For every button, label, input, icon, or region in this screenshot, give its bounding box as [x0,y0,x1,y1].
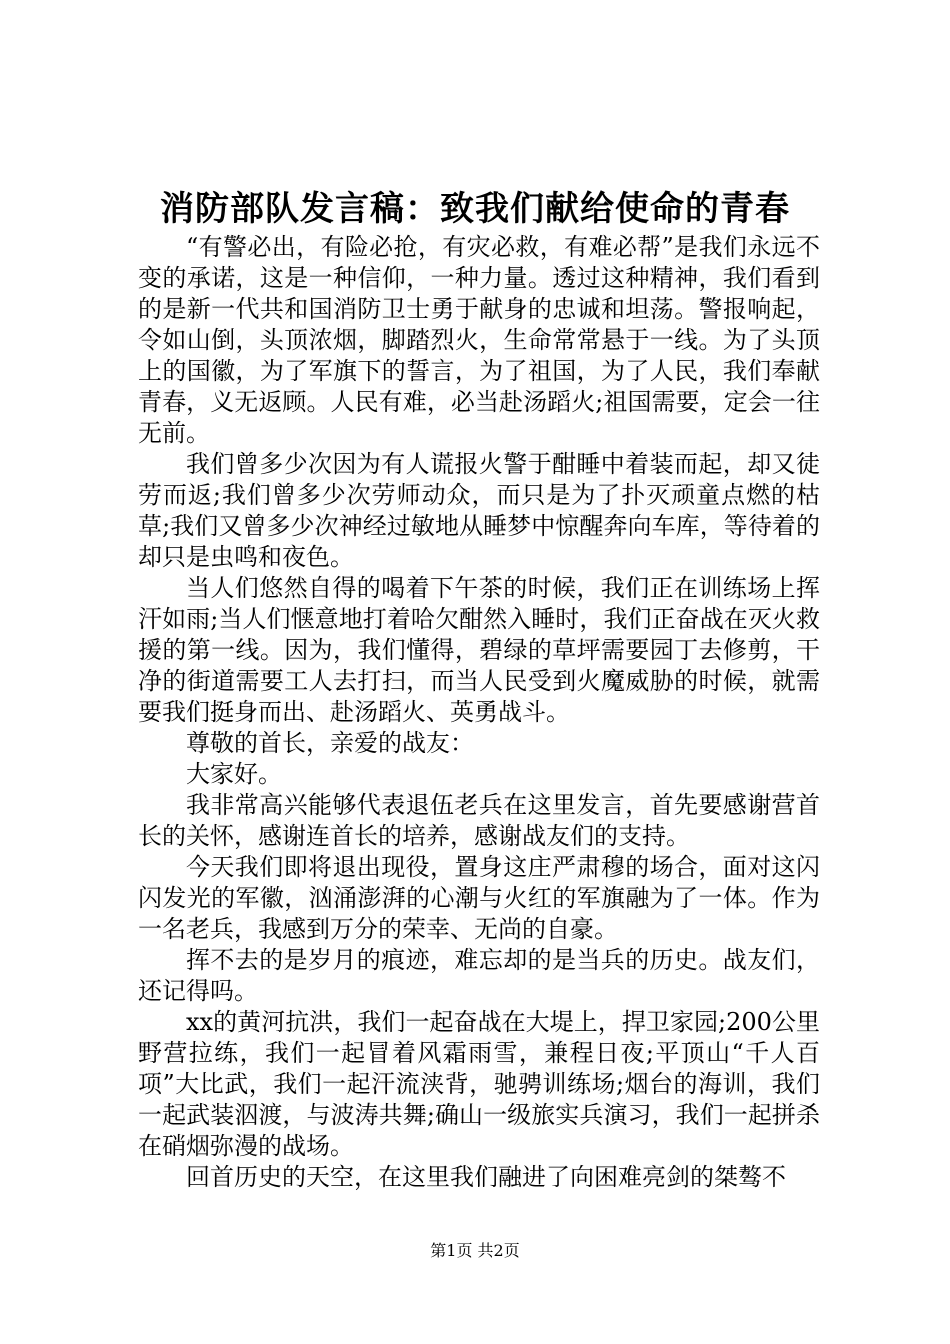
paragraph: 回首历史的天空，在这里我们融进了向困难亮剑的桀骜不 [186,1163,786,1191]
salutation: 尊敬的首长，亲爱的战友： [186,729,474,757]
page-number-footer: 第1页 共2页 [430,1241,520,1260]
paragraph: 我非常高兴能够代表退伍老兵在这里发言，首先要感谢营首长的关怀，感谢连首长的培养，感谢战友们的支持。 [138,791,820,850]
document-title: 消防部队发言稿：致我们献给使命的青春 [160,189,790,229]
paragraph: 挥不去的是岁月的痕迹，难忘却的是当兵的历史。战友们，还记得吗。 [138,946,820,1005]
paragraph: 我们曾多少次因为有人谎报火警于酣睡中着装而起，却又徒劳而返;我们曾多少次劳师动众，而只是为了扑灭顽童点燃的枯草;我们又曾多少次神经过敏地从睡梦中惊醒奔向车库，等待着的却只是虫鸣和夜色。 [138,450,820,571]
paragraph: xx的黄河抗洪，我们一起奋战在大堤上，捍卫家园;200公里野营拉练，我们一起冒着风霜雨雪，兼程日夜;平顶山“千人百项”大比武，我们一起汗流浃背，驰骋训练场;烟台的海训，我们一起武装泅渡，与波涛共舞;确山一级旅实兵演习，我们一起拼杀在硝烟弥漫的战场。 [138,1008,820,1160]
paragraph: “有警必出，有险必抢，有灾必救，有难必帮”是我们永远不变的承诺，这是一种信仰，一种力量。透过这种精神，我们看到的是新一代共和国消防卫士勇于献身的忠诚和坦荡。警报响起，令如山倒，头顶浓烟，脚踏烈火，生命常常悬于一线。为了头顶上的国徽，为了军旗下的誓言，为了祖国，为了人民，我们奉献青春，义无返顾。人民有难，必当赴汤蹈火;祖国需要，定会一往无前。 [138,233,820,447]
paragraph: 当人们悠然自得的喝着下午茶的时候，我们正在训练场上挥汗如雨;当人们惬意地打着哈欠酣然入睡时，我们正奋战在灭火救援的第一线。因为，我们懂得，碧绿的草坪需要园丁去修剪，干净的街道需要工人去打扫，而当人民受到火魔威胁的时候，就需要我们挺身而出、赴汤蹈火、英勇战斗。 [138,574,820,726]
document-body [138,232,820,1193]
greeting: 大家好。 [186,760,282,788]
paragraph: 今天我们即将退出现役，置身这庄严肃穆的场合，面对这闪闪发光的军徽，汹涌澎湃的心潮与火红的军旗融为了一体。作为一名老兵，我感到万分的荣幸、无尚的自豪。 [138,853,820,943]
